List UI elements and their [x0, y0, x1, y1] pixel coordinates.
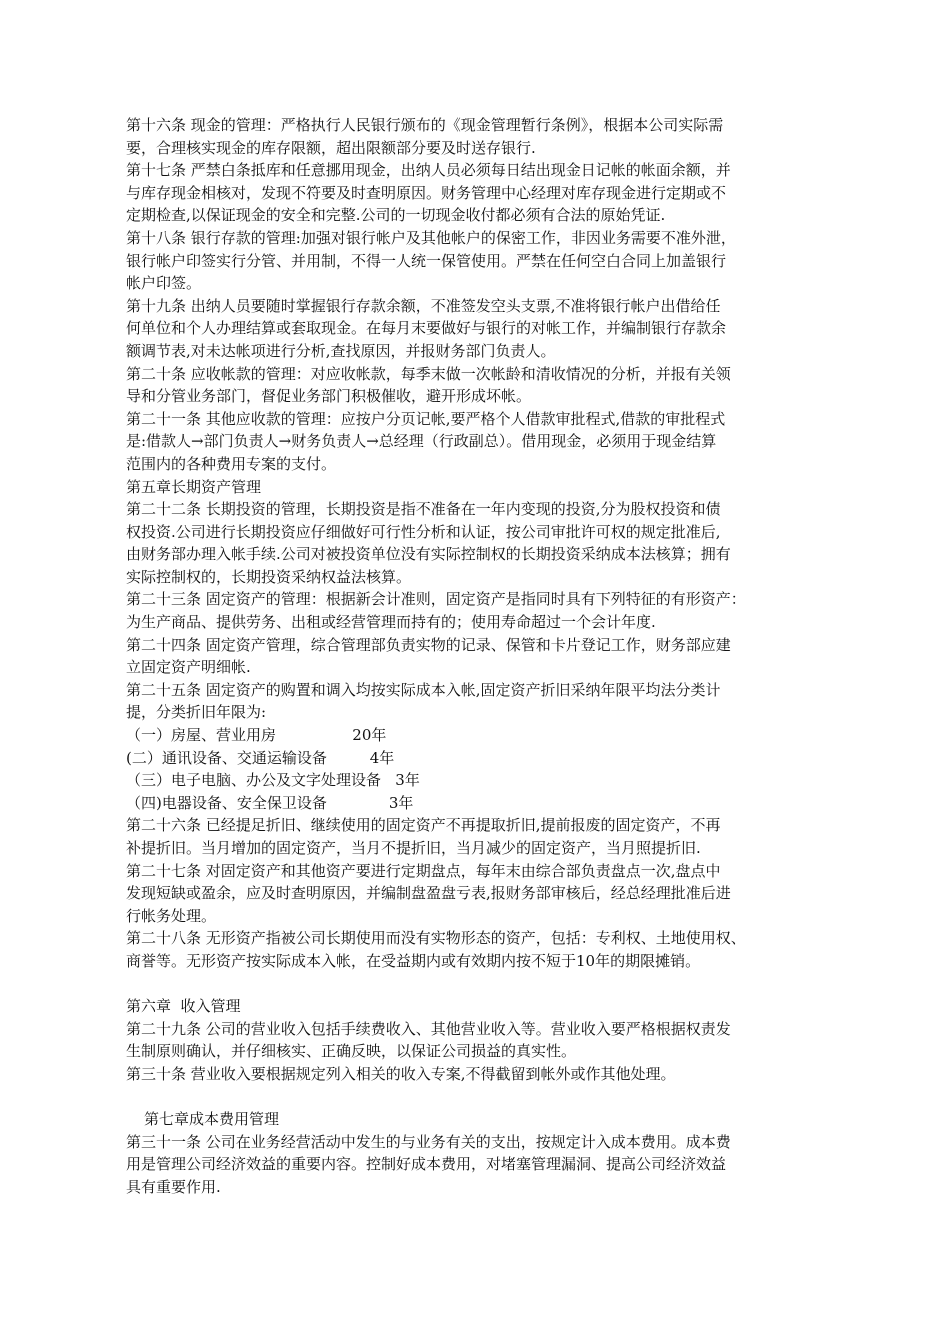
blank-line [126, 1086, 846, 1109]
text-line: 第二十七条 对固定资产和其他资产要进行定期盘点，每年末由综合部负责盘点一次,盘点中 [126, 861, 721, 880]
document-body [126, 114, 846, 1199]
text-line: 权投资.公司进行长期投资应仔细做好可行性分析和认证，按公司审批许可权的规定批准后, [126, 522, 721, 541]
text-line: 第二十九条 公司的营业收入包括手续费收入、其他营业收入等。营业收入要严格根据权责发 [126, 1019, 731, 1038]
text-line: 第二十八条 无形资产指被公司长期使用而没有实物形态的资产，包括：专利权、土地使用权、 [126, 929, 746, 948]
text-line: 第二十四条 固定资产管理，综合管理部负责实物的记录、保管和卡片登记工作，财务部应建 [126, 635, 731, 654]
text-line: 发现短缺或盈余，应及时查明原因，并编制盘盈盘亏表,报财务部审核后，经总经理批准后进 [126, 884, 731, 903]
text-line: 为生产商品、提供劳务、出租或经营管理而持有的；使用寿命超过一个会计年度. [126, 613, 656, 632]
chapter-heading: 第五章长期资产管理 [126, 477, 262, 496]
text-line: 要，合理核实现金的库存限额，超出限额部分要及时送存银行. [126, 138, 536, 157]
text-line: 是:借款人→部门负责人→财务负责人→总经理（行政副总）。借用现金，必须用于现金结算 [126, 432, 717, 451]
text-line: 第二十三条 固定资产的管理：根据新会计准则，固定资产是指同时具有下列特征的有形资产： [126, 590, 746, 609]
text-line: 范围内的各种费用专案的支付。 [126, 454, 337, 473]
text-line: 用是管理公司经济效益的重要内容。控制好成本费用，对堵塞管理漏洞、提高公司经济效益 [126, 1155, 727, 1174]
text-line: 生制原则确认，并仔细核实、正确反映，以保证公司损益的真实性。 [126, 1042, 577, 1061]
text-line: 第二十六条 已经提足折旧、继续使用的固定资产不再提取折旧,提前报废的固定资产，不再 [126, 816, 721, 835]
text-line: 帐户印签。 [126, 274, 202, 293]
text-line: 提，分类折旧年限为: [126, 703, 267, 722]
list-item: （四)电器设备、安全保卫设备 3年 [126, 793, 414, 812]
text-line: 由财务部办理入帐手续.公司对被投资单位没有实际控制权的长期投资采纳成本法核算；拥有 [126, 545, 731, 564]
text-line: 第十九条 出纳人员要随时掌握银行存款余额，不准签发空头支票,不准将银行帐户出借给任 [126, 296, 721, 315]
text-line: 第十八条 银行存款的管理:加强对银行帐户及其他帐户的保密工作，非因业务需要不准外泄， [126, 228, 736, 247]
chapter-heading: 第六章 收入管理 [126, 997, 241, 1016]
text-line: 行帐务处理。 [126, 906, 217, 925]
text-line: 第三十条 营业收入要根据规定列入相关的收入专案,不得截留到帐外或作其他处理。 [126, 1064, 676, 1083]
text-line: 立固定资产明细帐. [126, 658, 251, 677]
text-line: 第十六条 现金的管理：严格执行人民银行颁布的《现金管理暂行条例》，根据本公司实际需 [126, 116, 724, 134]
text-line: 实际控制权的，长期投资采纳权益法核算。 [126, 567, 412, 586]
text-line: 第三十一条 公司在业务经营活动中发生的与业务有关的支出，按规定计入成本费用。成本费 [126, 1132, 731, 1151]
text-line: 定期检查,以保证现金的安全和完整.公司的一切现金收付都必须有合法的原始凭证. [126, 206, 666, 225]
text-line: 导和分管业务部门，督促业务部门积极催收，避开形成坏帐。 [126, 387, 532, 406]
text-line: 银行帐户印签实行分管、并用制，不得一人统一保管使用。严禁在任何空白合同上加盖银行 [126, 251, 727, 270]
text-line: 第二十一条 其他应收款的管理：应按户分页记帐,要严格个人借款审批程式,借款的审批程式 [126, 409, 726, 428]
text-line: 商誉等。无形资产按实际成本入帐，在受益期内或有效期内按不短于10年的期限摊销。 [126, 951, 701, 970]
text-line: 第二十五条 固定资产的购置和调入均按实际成本入帐,固定资产折旧采纳年限平均法分类计 [126, 680, 721, 699]
text-line: 额调节表,对未达帐项进行分析,查找原因，并报财务部门负责人。 [126, 341, 556, 360]
list-item: （三）电子电脑、办公及文字处理设备 3年 [126, 771, 420, 790]
text-line: 第二十二条 长期投资的管理，长期投资是指不准备在一年内变现的投资,分为股权投资和债 [126, 500, 721, 519]
list-item: (二）通讯设备、交通运输设备 4年 [126, 748, 395, 767]
blank-line [126, 973, 846, 996]
list-item: （一）房屋、营业用房 20年 [126, 726, 387, 745]
text-line: 第十七条 严禁白条抵库和任意挪用现金，出纳人员必须每日结出现金日记帐的帐面余额，并 [126, 161, 731, 180]
text-line: 第二十条 应收帐款的管理：对应收帐款，每季末做一次帐龄和清收情况的分析，并报有关领 [126, 364, 731, 383]
text-line: 何单位和个人办理结算或套取现金。在每月末要做好与银行的对帐工作，并编制银行存款余 [126, 319, 727, 338]
text-line: 与库存现金相核对，发现不符要及时查明原因。财务管理中心经理对库存现金进行定期或不 [126, 183, 727, 202]
chapter-heading: 第七章成本费用管理 [144, 1110, 280, 1129]
text-line: 补提折旧。当月增加的固定资产，当月不提折旧，当月减少的固定资产，当月照提折旧. [126, 839, 701, 857]
text-line: 具有重要作用. [126, 1177, 221, 1196]
